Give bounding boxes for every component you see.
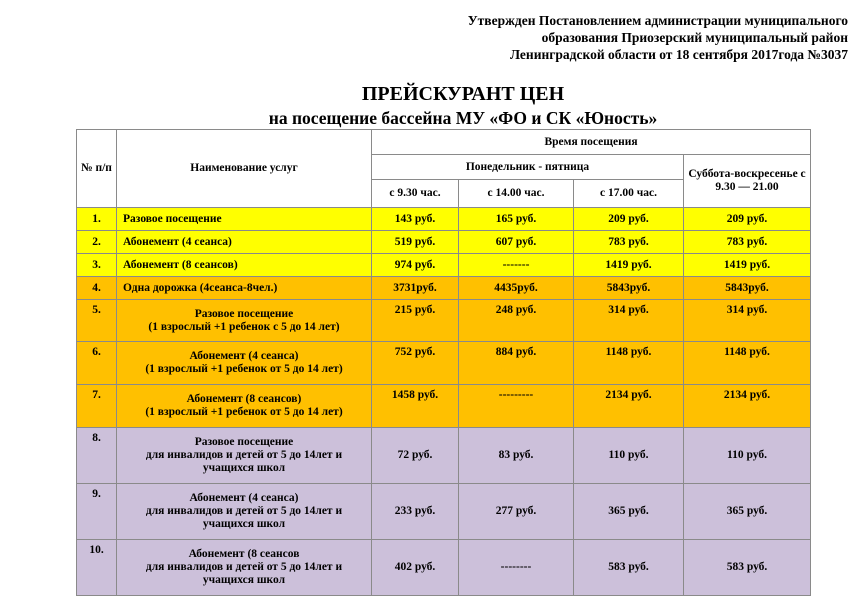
row-name xyxy=(117,342,372,385)
row-name-line: для инвалидов и детей от 5 до 14лет и xyxy=(145,561,343,573)
header-slot-1: с 9.30 час. xyxy=(372,180,459,208)
price-cell: 5843руб. xyxy=(574,277,684,300)
price-cell: 583 руб. xyxy=(574,540,684,596)
row-name-line: учащихся школ xyxy=(202,518,286,530)
table-row xyxy=(77,277,811,300)
row-name xyxy=(117,428,372,484)
row-num: 7. xyxy=(77,385,117,428)
row-name-line: Абонемент (4 сеанса) xyxy=(189,492,299,504)
row-name-line: (1 взрослый +1 ребенок с 5 до 14 лет) xyxy=(148,320,340,333)
price-cell: 2134 руб. xyxy=(684,385,811,428)
table-row xyxy=(77,300,811,342)
table-row xyxy=(77,342,811,385)
row-name-line: (1 взрослый +1 ребенок от 5 до 14 лет) xyxy=(145,363,343,375)
row-num: 4. xyxy=(77,277,117,300)
price-cell: 884 руб. xyxy=(459,342,574,385)
row-name-line: (1 взрослый +1 ребенок от 5 до 14 лет) xyxy=(145,406,343,418)
price-cell: 209 руб. xyxy=(684,208,811,231)
price-cell: 233 руб. xyxy=(372,484,459,540)
page-title: ПРЕЙСКУРАНТ ЦЕН xyxy=(361,83,565,105)
price-cell: 215 руб. xyxy=(372,300,459,342)
header-name: Наименование услуг xyxy=(117,130,372,208)
table-row xyxy=(77,385,811,428)
row-name-line: Абонемент (4 сеанса) xyxy=(189,350,299,362)
row-name-line: Абонемент (8 сеансов) xyxy=(186,393,302,405)
price-cell: 2134 руб. xyxy=(574,385,684,428)
price-cell: 1458 руб. xyxy=(372,385,459,428)
header-slot-2: с 14.00 час. xyxy=(459,180,574,208)
row-num: 8. xyxy=(77,428,117,484)
price-cell: 314 руб. xyxy=(574,300,684,342)
price-cell: 752 руб. xyxy=(372,342,459,385)
row-num: 9. xyxy=(77,484,117,540)
price-cell: 783 руб. xyxy=(684,231,811,254)
row-name xyxy=(117,300,372,342)
approval-line: образования Приозерский муниципальный район xyxy=(541,30,848,45)
row-num: 10. xyxy=(77,540,117,596)
price-cell: --------- xyxy=(459,385,574,428)
table-row xyxy=(77,254,811,277)
table-row xyxy=(77,208,811,231)
row-num: 6. xyxy=(77,342,117,385)
row-num: 5. xyxy=(77,300,117,342)
price-table xyxy=(76,129,811,596)
price-cell: 4435руб. xyxy=(459,277,574,300)
header-weekend: Суббота-воскресенье с 9.30 — 21.00 xyxy=(684,155,811,208)
row-name-line: Разовое посещение xyxy=(194,307,294,320)
row-num: 2. xyxy=(77,231,117,254)
row-name: Разовое посещение xyxy=(117,208,372,231)
price-cell: 110 руб. xyxy=(574,428,684,484)
price-cell: 165 руб. xyxy=(459,208,574,231)
page-subtitle: на посещение бассейна МУ «ФО и СК «Юность» xyxy=(268,108,658,128)
header-weekdays: Понедельник - пятница xyxy=(372,155,684,180)
price-cell: 402 руб. xyxy=(372,540,459,596)
price-cell: 583 руб. xyxy=(684,540,811,596)
price-cell: 110 руб. xyxy=(684,428,811,484)
row-name: Одна дорожка (4сеанса-8чел.) xyxy=(117,277,372,300)
price-cell: 783 руб. xyxy=(574,231,684,254)
price-cell: 1148 руб. xyxy=(684,342,811,385)
row-name-line: для инвалидов и детей от 5 до 14лет и xyxy=(145,449,343,461)
row-name: Абонемент (4 сеанса) xyxy=(117,231,372,254)
row-name: Абонемент (8 сеансов) xyxy=(117,254,372,277)
price-cell: 277 руб. xyxy=(459,484,574,540)
approval-note xyxy=(328,12,848,63)
table-row xyxy=(77,484,811,540)
header-num: № п/п xyxy=(77,130,117,208)
price-cell: 974 руб. xyxy=(372,254,459,277)
header-slot-3: с 17.00 час. xyxy=(574,180,684,208)
row-name-line: Разовое посещение xyxy=(194,436,294,448)
price-cell: 3731руб. xyxy=(372,277,459,300)
price-cell: 83 руб. xyxy=(459,428,574,484)
price-cell: 5843руб. xyxy=(684,277,811,300)
header-time: Время посещения xyxy=(372,130,811,155)
price-cell: 1148 руб. xyxy=(574,342,684,385)
price-cell: 314 руб. xyxy=(684,300,811,342)
price-cell: 519 руб. xyxy=(372,231,459,254)
price-cell: 1419 руб. xyxy=(684,254,811,277)
row-num: 3. xyxy=(77,254,117,277)
row-name xyxy=(117,484,372,540)
row-name-line: учащихся школ xyxy=(202,462,286,474)
row-name-line: Абонемент (8 сеансов xyxy=(188,548,300,560)
price-cell: 209 руб. xyxy=(574,208,684,231)
approval-line: Утвержден Постановлением администрации муниципального xyxy=(467,13,848,28)
price-cell: -------- xyxy=(459,540,574,596)
row-name-line: для инвалидов и детей от 5 до 14лет и xyxy=(145,505,343,517)
row-name xyxy=(117,385,372,428)
approval-line: Ленинградской области от 18 сентября 2017года №3037 xyxy=(509,47,848,62)
price-cell: 248 руб. xyxy=(459,300,574,342)
table-row xyxy=(77,428,811,484)
price-cell: 365 руб. xyxy=(574,484,684,540)
row-name xyxy=(117,540,372,596)
price-cell: 607 руб. xyxy=(459,231,574,254)
price-cell: 143 руб. xyxy=(372,208,459,231)
price-cell: 72 руб. xyxy=(372,428,459,484)
row-num: 1. xyxy=(77,208,117,231)
table-row xyxy=(77,231,811,254)
price-cell: ------- xyxy=(459,254,574,277)
row-name-line: учащихся школ xyxy=(202,574,286,586)
price-cell: 1419 руб. xyxy=(574,254,684,277)
table-row xyxy=(77,540,811,596)
price-cell: 365 руб. xyxy=(684,484,811,540)
